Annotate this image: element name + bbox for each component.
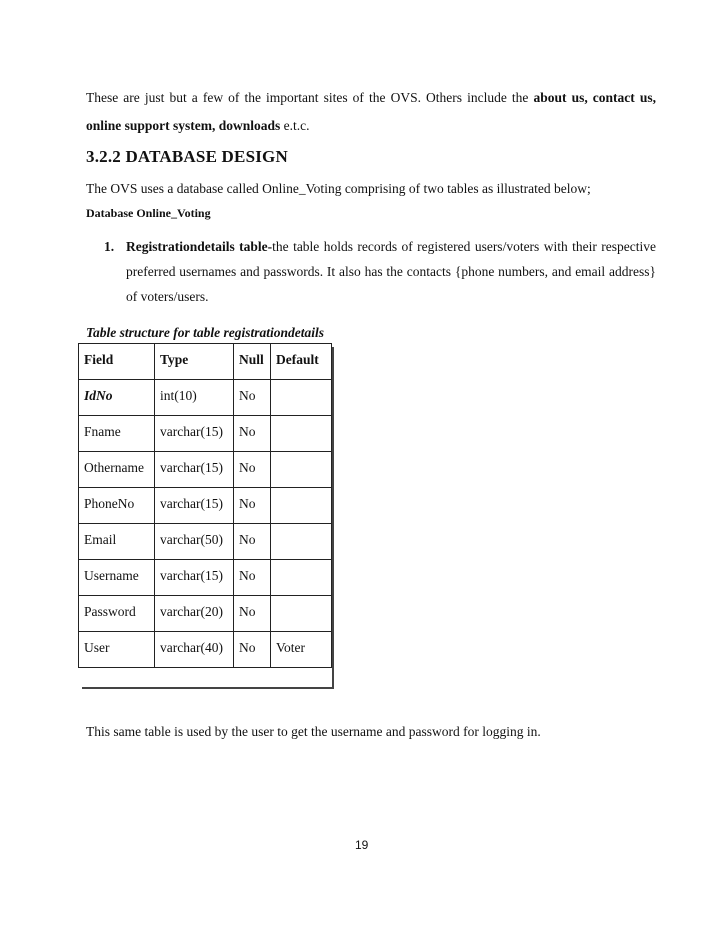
- cell-null: No: [234, 560, 271, 596]
- cell-null: No: [234, 596, 271, 632]
- header-default: Default: [271, 344, 332, 380]
- cell-field: Fname: [79, 416, 155, 452]
- cell-field: Email: [79, 524, 155, 560]
- cell-type: varchar(15): [155, 560, 234, 596]
- cell-type: varchar(40): [155, 632, 234, 668]
- cell-default: [271, 416, 332, 452]
- cell-field: Username: [79, 560, 155, 596]
- cell-field: Othername: [79, 452, 155, 488]
- table-body: [79, 380, 332, 668]
- cell-null: No: [234, 488, 271, 524]
- paragraph-text-end: e.t.c.: [280, 118, 310, 133]
- header-field: Field: [79, 344, 155, 380]
- table-row: [79, 380, 332, 416]
- table-shadow-right: [332, 347, 334, 689]
- table-row: [79, 632, 332, 668]
- section-heading: 3.2.2 DATABASE DESIGN: [86, 147, 288, 166]
- cell-field: IdNo: [79, 380, 155, 416]
- table-row: [79, 416, 332, 452]
- page-number: 19: [355, 838, 369, 852]
- database-intro: The OVS uses a database called Online_Voting comprising of two tables as illustrated below;: [86, 181, 591, 196]
- cell-type: varchar(15): [155, 416, 234, 452]
- list-body-text: the table holds records of registered users/voters with their respective preferred usernames and passwords. It also has the contacts {phone numbers, and email address} of voters/users.: [126, 239, 657, 304]
- cell-field: Password: [79, 596, 155, 632]
- table-row: [79, 488, 332, 524]
- cell-default: [271, 560, 332, 596]
- cell-null: No: [234, 452, 271, 488]
- cell-type: varchar(20): [155, 596, 234, 632]
- cell-default: [271, 488, 332, 524]
- list-text: [126, 234, 656, 309]
- table-row: [79, 524, 332, 560]
- cell-type: varchar(15): [155, 488, 234, 524]
- cell-null: No: [234, 524, 271, 560]
- cell-null: No: [234, 632, 271, 668]
- intro-paragraph: [86, 84, 656, 140]
- list-bold-text: Registrationdetails table-: [126, 239, 273, 254]
- cell-default: [271, 596, 332, 632]
- paragraph-bold-text: about us, contact us, online support system, downloads: [86, 90, 656, 133]
- header-null: Null: [234, 344, 271, 380]
- table-row: [79, 452, 332, 488]
- database-label: Database Online_Voting: [86, 206, 211, 220]
- cell-type: varchar(50): [155, 524, 234, 560]
- structure-table: [78, 343, 332, 668]
- table-caption: Table structure for table registrationdetails: [86, 325, 325, 340]
- cell-field: PhoneNo: [79, 488, 155, 524]
- cell-default: [271, 524, 332, 560]
- cell-null: No: [234, 380, 271, 416]
- paragraph-text: These are just but a few of the important sites of the OVS. Others include the: [86, 90, 534, 105]
- table-row: [79, 596, 332, 632]
- table-shadow-bottom: [82, 687, 334, 689]
- closing-paragraph: This same table is used by the user to get the username and password for logging in.: [86, 724, 541, 739]
- cell-field: User: [79, 632, 155, 668]
- cell-default: [271, 380, 332, 416]
- list-number: 1.: [104, 239, 115, 254]
- cell-null: No: [234, 416, 271, 452]
- cell-type: int(10): [155, 380, 234, 416]
- cell-default: [271, 452, 332, 488]
- header-type: Type: [155, 344, 234, 380]
- cell-type: varchar(15): [155, 452, 234, 488]
- table-header-row: [79, 344, 332, 380]
- table-row: [79, 560, 332, 596]
- cell-default: Voter: [271, 632, 332, 668]
